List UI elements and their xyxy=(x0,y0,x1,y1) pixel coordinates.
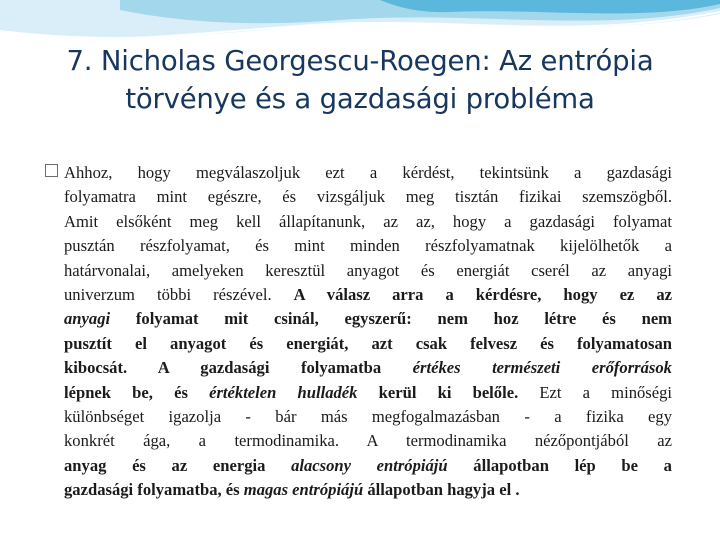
slide-title-line-1: 7. Nicholas Georgescu-Roegen: Az entrópia xyxy=(66,45,654,77)
text-line xyxy=(64,381,672,405)
bold-text: állapotban hagyja el . xyxy=(367,480,520,500)
text-segment: konkrét ága, a termodinamika. A termodinamika nézőpontjából az xyxy=(64,431,672,451)
bold-text: anyag és az energia xyxy=(64,455,266,475)
bold-text: A válasz arra a kérdésre, hogy ez az xyxy=(293,285,672,305)
text-line xyxy=(64,429,672,453)
bold-italic-text: magas entrópiájú xyxy=(243,480,364,500)
text-line xyxy=(64,405,672,429)
bold-text: kibocsát. A gazdasági folyamatba xyxy=(64,358,382,378)
text-segment: Amit elsőként meg kell állapítanunk, az az, hogy a gazdasági folyamat xyxy=(64,211,672,231)
bold-text: kerül ki belőle. xyxy=(378,382,519,402)
bold-text: folyamat mit csinál, egyszerű: nem hoz létre és nem xyxy=(135,309,673,329)
text-segment: pusztán részfolyamat, és mint minden részfolyamatnak kijelölhetők a xyxy=(64,236,672,256)
text-line xyxy=(64,234,672,258)
text-line xyxy=(64,283,672,307)
text-segment: határvonalai, amelyeken keresztül anyagot és energiát cserél az anyagi xyxy=(64,260,672,280)
text-segment: különbséget igazolja - bár más megfogalmazásban - a fizika egy xyxy=(64,407,672,427)
text-line xyxy=(64,185,672,209)
slide-title xyxy=(20,42,700,118)
text-line xyxy=(64,307,672,331)
text-segment: folyamatra mint egészre, és vizsgáljuk meg tisztán fizikai szemszögből. xyxy=(64,187,672,207)
text-segment: Ezt a minőségi xyxy=(539,382,673,402)
text-line xyxy=(64,210,672,234)
slide-title-line-2: törvénye és a gazdasági probléma xyxy=(125,83,595,115)
bold-text: állapotban lép be a xyxy=(473,455,672,475)
text-segment: univerzum többi részével. xyxy=(64,285,272,305)
text-line xyxy=(64,454,672,478)
text-line xyxy=(64,478,672,502)
text-segment: Ahhoz, hogy megválaszoljuk ezt a kérdést, tekintsünk a gazdasági xyxy=(64,163,672,182)
text-line xyxy=(64,259,672,283)
square-bullet-icon xyxy=(45,164,58,177)
text-line xyxy=(64,161,672,185)
bold-text: gazdasági folyamatba, és xyxy=(64,480,240,500)
bold-text: lépnek be, és xyxy=(64,382,188,402)
bold-italic-text: alacsony entrópiájú xyxy=(291,455,448,475)
text-line xyxy=(64,332,672,356)
bold-text: pusztít el anyagot és energiát, azt csak felvesz és folyamatosan xyxy=(64,333,672,353)
bold-italic-text: értékes természeti erőforrások xyxy=(412,358,672,378)
bold-italic-text: értéktelen hulladék xyxy=(209,382,358,402)
body-paragraph xyxy=(64,161,672,503)
bold-italic-text: anyagi xyxy=(64,309,111,329)
text-line xyxy=(64,356,672,380)
